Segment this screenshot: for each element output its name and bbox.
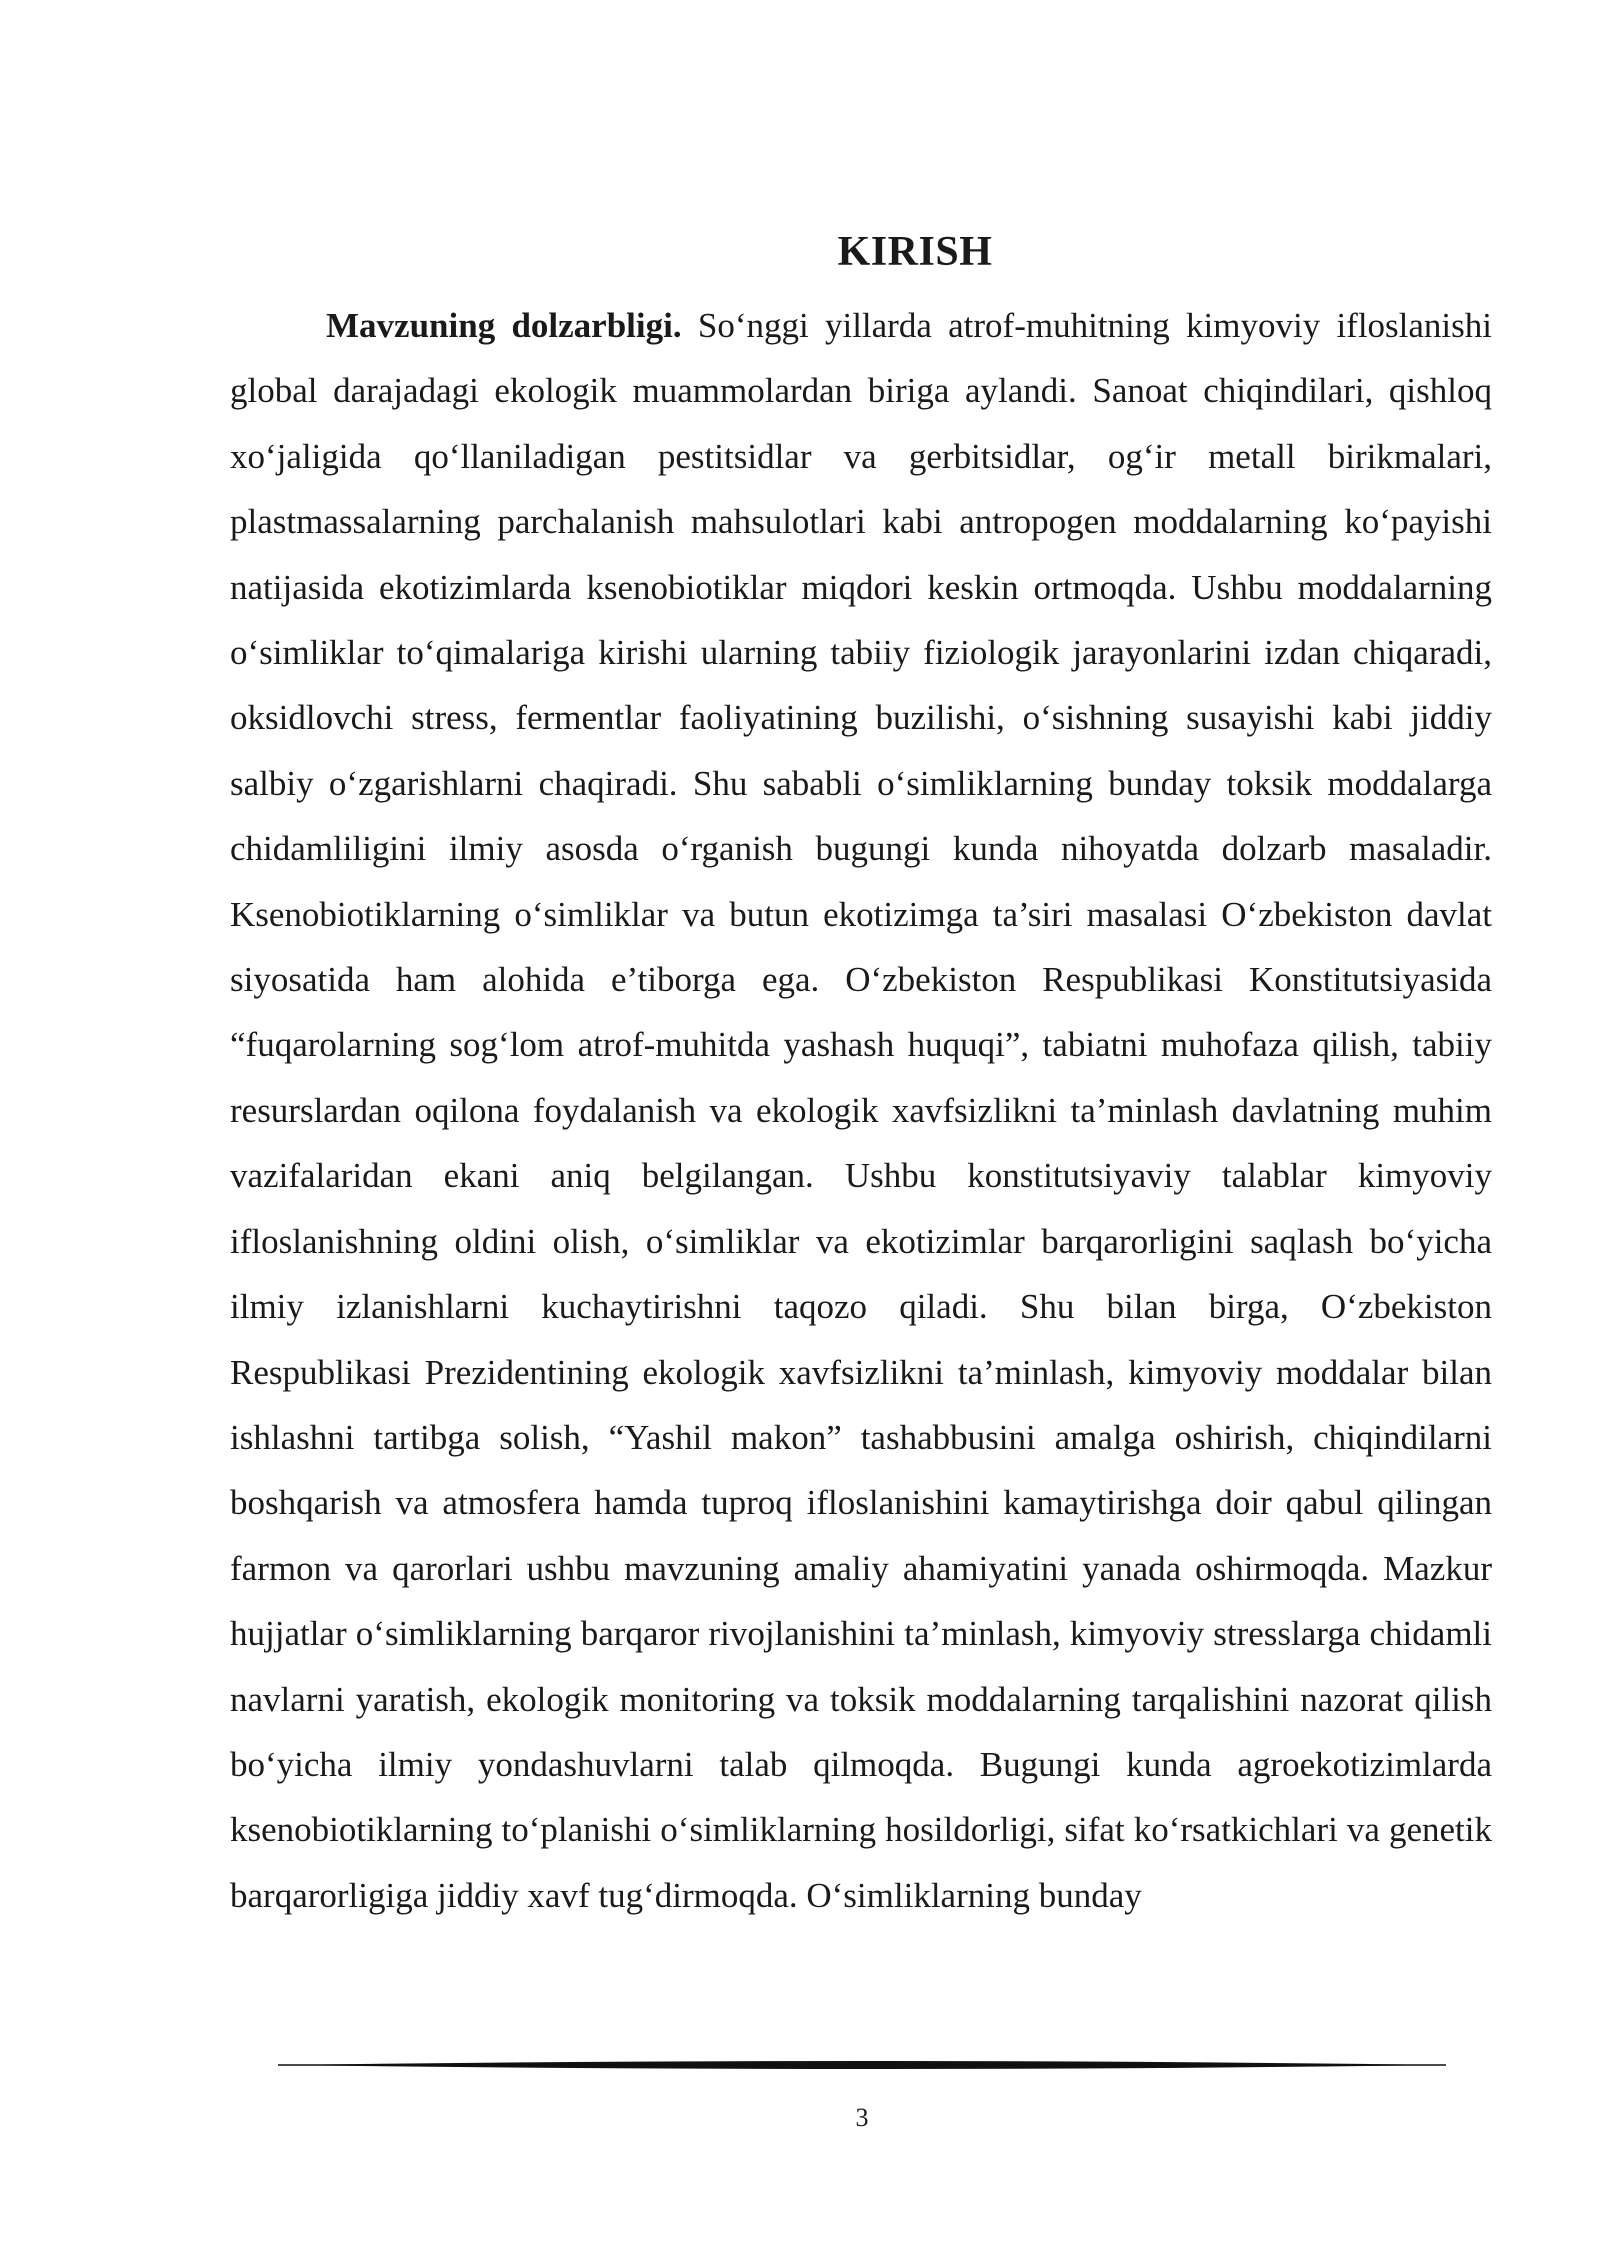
page-number: 3: [855, 2103, 869, 2132]
paragraph-body: So‘nggi yillarda atrof-muhitning kimyoviy ifloslanishi global darajadagi ekologik muammolardan biriga aylandi. Sanoat chiqindilari, qishloq xo‘jaligida qo‘llaniladigan pestitsidlar va gerbitsidlar, og‘ir metall birikmalari, plastmassalarning parchalanish mahsulotlari kabi antropogen moddalarning ko‘payishi natijasida ekotizimlarda ksenobiotiklar miqdori keskin ortmoqda. Ushbu moddalarning o‘simliklar to‘qimalariga kirishi ularning tabiiy fiziologik jarayonlarini izdan chiqaradi, oksidlovchi stress, fermentlar faoliyatining buzilishi, o‘sishning susayishi kabi jiddiy salbiy o‘zgarishlarni chaqiradi. Shu sababli o‘simliklarning bunday toksik moddalarga chidamliligini ilmiy asosda o‘rganish bugungi kunda nihoyatda dolzarb masaladir. Ksenobiotiklarning o‘simliklar va butun ekotizimga ta’siri masalasi O‘zbekiston davlat siyosatida ham alohida e’tiborga ega. O‘zbekiston Respublikasi Konstitutsiyasida “fuqarolarning sog‘lom atrof-muhitda yashash huquqi”, tabiatni muhofaza qilish, tabiiy resurslardan oqilona foydalanish va ekologik xavfsizlikni ta’minlash davlatning muhim vazifalaridan ekani aniq belgilangan. Ushbu konstitutsiyaviy talablar kimyoviy ifloslanishning oldini olish, o‘simliklar va ekotizimlar barqarorligini saqlash bo‘yicha ilmiy izlanishlarni kuchaytirishni taqozo qiladi. Shu bilan birga, O‘zbekiston Respublikasi Prezidentining ekologik xavfsizlikni ta’minlash, kimyoviy moddalar bilan ishlashni tartibga solish, “Yashil makon” tashabbusini amalga oshirish, chiqindilarni boshqarish va atmosfera hamda tuproq ifloslanishini kamaytirishga doir qabul qilingan farmon va qarorlari ushbu mavzuning amaliy ahamiyatini yanada oshirmoqda. Mazkur hujjatlar o‘simliklarning barqaror rivojlanishini ta’minlash, kimyoviy stresslarga chidamli navlarni yaratish, ekologik monitoring va toksik moddalarning tarqalishini nazorat qilish bo‘yicha ilmiy yondashuvlarni talab qilmoqda. Bugungi kunda agroekotizimlarda ksenobiotiklarning to‘planishi o‘simliklarning hosildorligi, sifat ko‘rsatkichlari va genetik barqarorligiga jiddiy xavf tug‘dirmoqda. O‘simliklarning bunday: [230, 306, 1493, 1915]
body-paragraph: [230, 293, 1492, 1928]
footer-divider: [278, 2058, 1446, 2072]
paragraph-lead: Mavzuning dolzarbligi.: [326, 306, 682, 345]
section-heading: KIRISH: [837, 229, 993, 275]
